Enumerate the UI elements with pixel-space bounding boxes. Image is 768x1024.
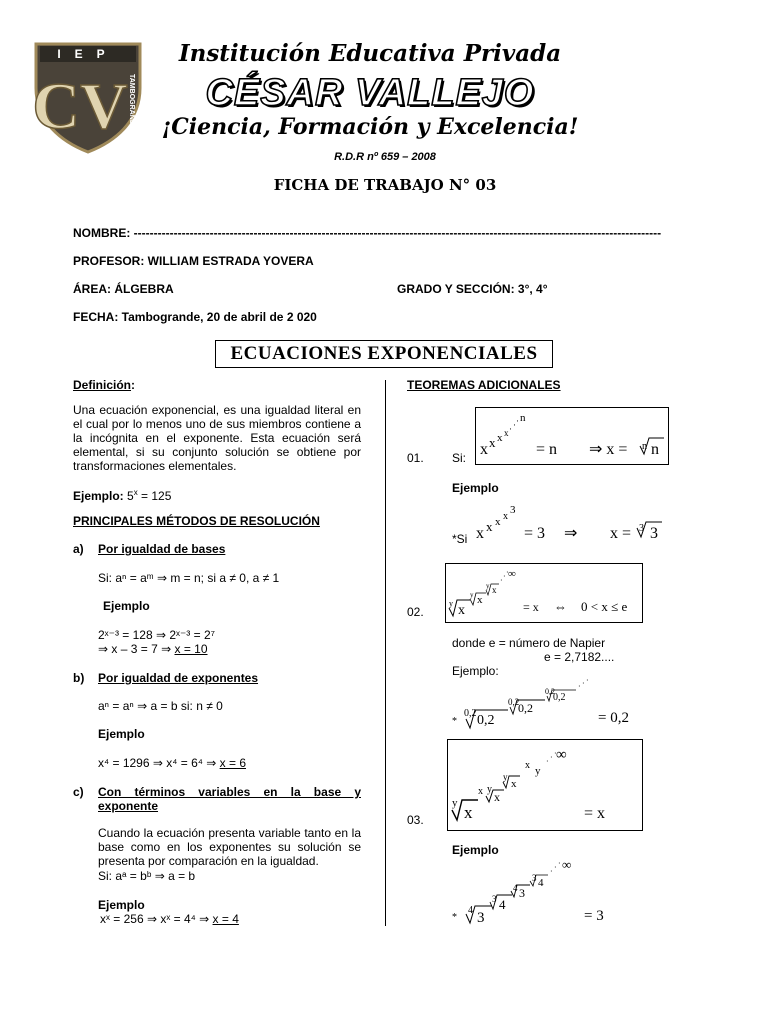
- svg-text:0,2: 0,2: [477, 713, 495, 728]
- svg-text:n: n: [651, 441, 659, 458]
- svg-text:·: ·: [546, 757, 549, 766]
- theorem-1-si: Si:: [452, 451, 467, 465]
- fecha: FECHA: Tambogrande, 20 de abril de 2 020: [73, 310, 317, 324]
- svg-text:·: ·: [509, 424, 512, 434]
- svg-text:·: ·: [550, 753, 553, 762]
- svg-text:·: ·: [554, 749, 557, 758]
- svg-text:∞: ∞: [508, 568, 516, 580]
- svg-text:x: x: [458, 603, 465, 618]
- theorem-3-formula-box: [447, 739, 643, 831]
- svg-text:y: y: [452, 797, 458, 809]
- svg-text:x: x: [525, 760, 530, 771]
- svg-text:·: ·: [554, 863, 557, 872]
- svg-text:y: y: [535, 765, 541, 777]
- svg-text:3: 3: [532, 873, 537, 883]
- svg-text:x: x: [476, 525, 484, 542]
- profesor: PROFESOR: WILLIAM ESTRADA YOVERA: [73, 254, 314, 268]
- svg-text:0,2: 0,2: [464, 708, 477, 719]
- svg-text:3: 3: [519, 886, 525, 900]
- svg-text:∞: ∞: [556, 747, 567, 763]
- svg-text:·: ·: [586, 676, 589, 685]
- svg-text:x: x: [504, 428, 509, 438]
- definition-text: Una ecuación exponencial, es una igualdad literal en el cual por lo menos uno de sus miembros contiene a la incógnita en el exponente. Esta ecuación será elemental, si su conjunto solución se obtiene por transformaciones elementales.: [73, 403, 361, 473]
- theorem-1-example-label: Ejemplo: [452, 481, 499, 495]
- theorem-3-number: 03.: [407, 813, 424, 827]
- svg-text:*: *: [452, 912, 457, 923]
- svg-text:·: ·: [513, 420, 516, 430]
- theorem-2-formula-box: [445, 563, 643, 623]
- svg-text:n: n: [642, 441, 647, 452]
- svg-text:x: x: [478, 786, 483, 797]
- theorem-1-example-si: *Si: [452, 532, 468, 546]
- svg-text:3: 3: [510, 504, 516, 516]
- svg-text:∞: ∞: [562, 857, 572, 872]
- logo-side-text: TAMBOGRANDE: [128, 74, 135, 130]
- theorem-2-example-formula: [450, 676, 670, 732]
- svg-text:⇔: ⇔: [554, 599, 567, 614]
- logo-text: IEP: [57, 47, 119, 61]
- svg-text:x: x: [464, 803, 473, 822]
- sheet-title: FICHA DE TRABAJO N° 03: [273, 176, 497, 194]
- svg-text:y: y: [503, 772, 508, 782]
- svg-text:·: ·: [558, 859, 561, 868]
- svg-text:= n: = n: [536, 441, 558, 458]
- method-a-label: a): [73, 542, 84, 556]
- svg-text:= 3: = 3: [524, 525, 546, 542]
- column-divider: [385, 380, 386, 926]
- nombre-line[interactable]: ------------------------------------------------------------------------------------------------------------------------------------: [133, 226, 662, 240]
- method-a-example-line1: 2ˣ⁻³ = 128 ⇒ 2ˣ⁻³ = 2⁷: [98, 628, 215, 642]
- logo-initials: CV: [32, 70, 128, 143]
- svg-text:= x: = x: [584, 805, 606, 822]
- svg-text:0 < x ≤ e: 0 < x ≤ e: [581, 599, 628, 614]
- svg-text:x: x: [489, 435, 496, 450]
- svg-text:x: x: [497, 432, 503, 444]
- theorem-3-example-formula: [450, 856, 630, 930]
- svg-text:4: 4: [468, 905, 473, 916]
- svg-text:x: x: [486, 519, 493, 534]
- svg-text:*: *: [452, 716, 457, 727]
- svg-text:3: 3: [477, 910, 485, 926]
- method-a-rule: Si: aⁿ = aᵐ ⇒ m = n; si a ≠ 0, a ≠ 1: [98, 571, 280, 585]
- svg-text:4: 4: [499, 897, 506, 912]
- nombre-row: [73, 226, 693, 240]
- svg-text:y: y: [470, 591, 474, 599]
- svg-text:·: ·: [578, 682, 581, 691]
- svg-text:0,2: 0,2: [553, 692, 566, 703]
- theorem-2-number: 02.: [407, 605, 424, 619]
- theorem-1-number: 01.: [407, 451, 424, 465]
- svg-text:= 3: = 3: [584, 908, 604, 924]
- method-b-label: b): [73, 671, 85, 685]
- svg-text:x: x: [511, 778, 517, 790]
- definition-heading: Definición:: [73, 378, 136, 392]
- method-a-title: Por igualdad de bases: [98, 542, 226, 556]
- theorem-3-example-label: Ejemplo: [452, 843, 499, 857]
- svg-text:·: ·: [500, 576, 503, 585]
- svg-text:x: x: [480, 441, 488, 458]
- svg-text:·: ·: [506, 568, 509, 577]
- svg-text:x: x: [495, 516, 501, 528]
- svg-text:·: ·: [582, 679, 585, 688]
- svg-text:3: 3: [639, 523, 644, 534]
- svg-text:3: 3: [650, 525, 658, 542]
- method-b-example-label: Ejemplo: [98, 727, 145, 741]
- theorem-2-note-1: donde e = número de Napier: [452, 636, 606, 650]
- method-c-example-label: Ejemplo: [98, 898, 145, 912]
- svg-text:0,2: 0,2: [508, 697, 520, 707]
- motto: ¡Ciencia, Formación y Excelencia!: [161, 114, 579, 140]
- svg-text:3: 3: [492, 894, 497, 904]
- method-c-text: Cuando la ecuación presenta variable tanto en la base como en los exponentes su solución se presenta por comparación en la igualdad.: [98, 826, 361, 868]
- svg-text:x: x: [477, 594, 483, 606]
- svg-text:x =: x =: [610, 525, 632, 542]
- svg-text:⇒: ⇒: [564, 525, 578, 542]
- school-shield-logo: [32, 40, 144, 154]
- theorem-1-example-formula: [474, 500, 674, 546]
- method-a-example-label: Ejemplo: [103, 599, 150, 613]
- method-c-title: Con términos variables en la base y exponente: [98, 785, 361, 813]
- method-b-rule: aⁿ = aⁿ ⇒ a = b si: n ≠ 0: [98, 699, 223, 713]
- rdr-line: R.D.R nº 659 – 2008: [334, 151, 436, 163]
- svg-text:y: y: [449, 599, 453, 608]
- method-c-label: c): [73, 785, 84, 799]
- definition-example: Ejemplo: $5^x = 125$: [73, 488, 172, 503]
- svg-text:4: 4: [538, 877, 544, 889]
- school-name: CÉSAR VALLEJO: [205, 72, 535, 114]
- svg-text:4: 4: [513, 883, 518, 893]
- svg-text:= 0,2: = 0,2: [598, 710, 629, 726]
- theorem-2-note-2: e = 2,7182....: [544, 650, 615, 664]
- svg-text:x: x: [494, 790, 500, 804]
- svg-text:⇒ x =: ⇒ x =: [589, 441, 628, 458]
- svg-text:y: y: [486, 582, 490, 590]
- grado-seccion: GRADO Y SECCIÓN: 3°, 4°: [397, 282, 548, 296]
- area: ÁREA: ÁLGEBRA: [73, 282, 174, 296]
- svg-text:0,2: 0,2: [545, 687, 555, 696]
- svg-text:0,2: 0,2: [518, 701, 533, 715]
- method-b-example-line: x⁴ = 1296 ⇒ x⁴ = 6⁴ ⇒ x = 6: [98, 756, 246, 770]
- theorems-heading: TEOREMAS ADICIONALES: [407, 378, 561, 392]
- topic-title: ECUACIONES EXPONENCIALES: [215, 340, 553, 368]
- svg-text:x: x: [503, 511, 508, 522]
- method-c-rule: Si: aᵃ = bᵇ ⇒ a = b: [98, 869, 196, 883]
- theorem-1-formula-box: [475, 407, 669, 465]
- svg-text:y: y: [487, 784, 492, 795]
- theorem-2-example-label: Ejemplo:: [452, 664, 499, 678]
- methods-heading: PRINCIPALES MÉTODOS DE RESOLUCIÓN: [73, 514, 320, 528]
- svg-text:·: ·: [503, 572, 506, 581]
- svg-text:n: n: [520, 412, 526, 424]
- method-a-example-line2: ⇒ x – 3 = 7 ⇒ x = 10: [98, 642, 208, 656]
- institution-line: Institución Educativa Privada: [178, 40, 562, 67]
- svg-text:·: ·: [516, 416, 519, 426]
- svg-text:·: ·: [550, 867, 553, 876]
- svg-text:= x: = x: [523, 600, 539, 614]
- nombre-label: NOMBRE:: [73, 226, 131, 240]
- method-b-title: Por igualdad de exponentes: [98, 671, 259, 685]
- svg-text:x: x: [492, 585, 497, 595]
- method-c-example-line: xˣ = 256 ⇒ xˣ = 4⁴ ⇒ x = 4: [100, 912, 239, 926]
